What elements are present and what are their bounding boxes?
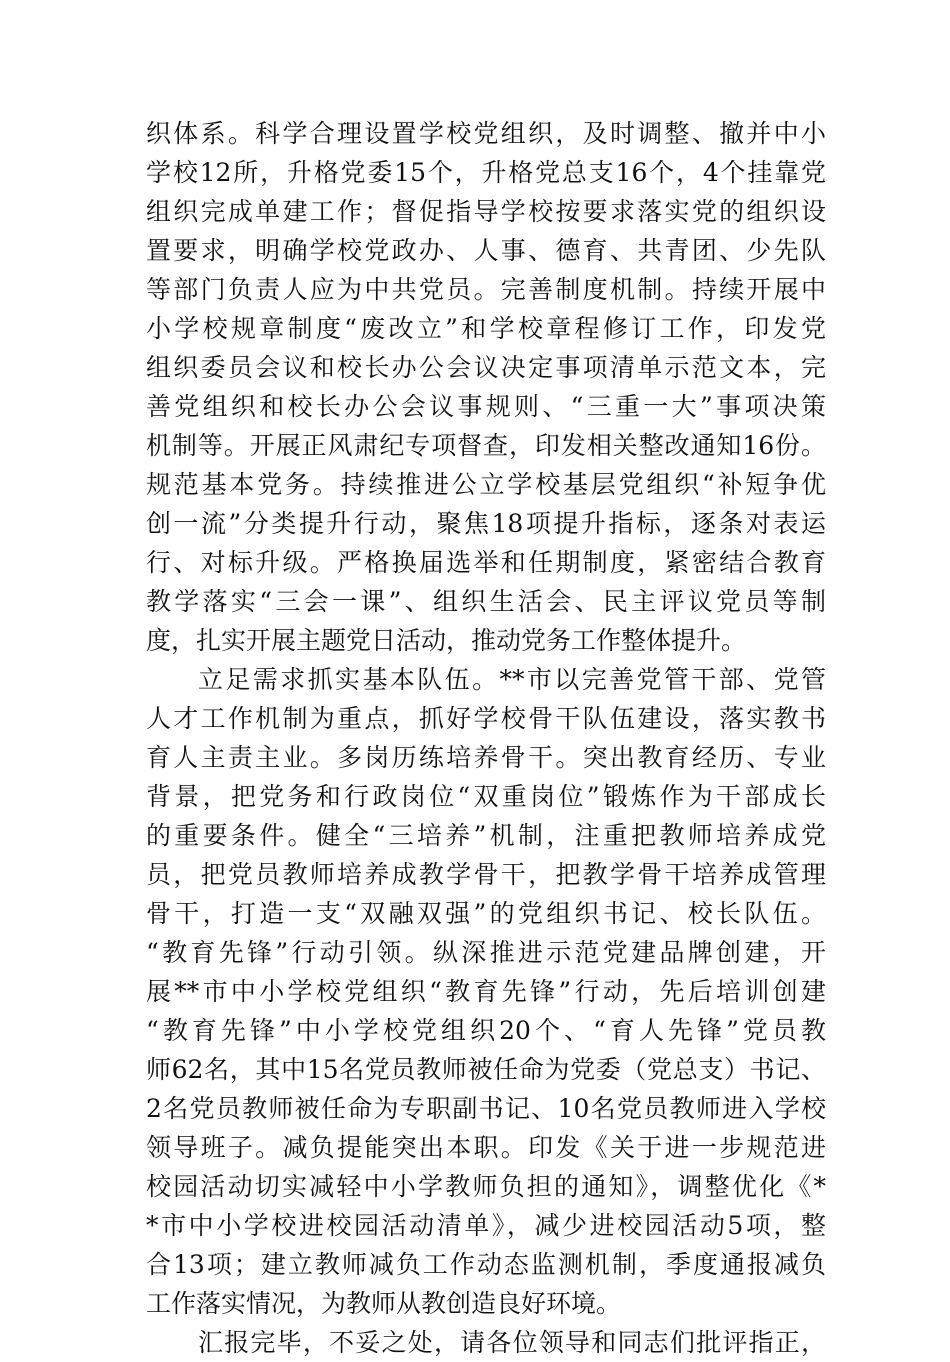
body-line-20: 员，把党员教师培养成教学骨干，把教学骨干培养成管理	[146, 860, 826, 889]
body-line-3: 组织完成单建工作；督促指导学校按要求落实党的组织设	[146, 197, 826, 226]
body-line-16: 人才工作机制为重点，抓好学校骨干队伍建设，落实教书	[146, 704, 826, 733]
body-line-15: 立足需求抓实基本队伍。**市以完善党管干部、党管	[198, 665, 826, 694]
body-line-12: 行、对标升级。严格换届选举和任期制度，紧密结合教育	[146, 548, 826, 577]
body-line-5: 等部门负责人应为中共党员。完善制度机制。持续开展中	[146, 275, 826, 304]
body-line-27: 领导班子。减负提能突出本职。印发《关于进一步规范进	[146, 1133, 826, 1162]
body-line-31: 工作落实情况，为教师从教创造良好环境。	[146, 1289, 622, 1318]
body-line-13: 教学落实“三会一课”、组织生活会、民主评议党员等制	[146, 587, 826, 616]
body-line-19: 的重要条件。健全“三培养”机制，注重把教师培养成党	[146, 821, 826, 850]
body-line-18: 背景，把党务和行政岗位“双重岗位”锻炼作为干部成长	[146, 782, 826, 811]
body-line-11: 创一流”分类提升行动，聚焦18项提升指标，逐条对表运	[146, 509, 826, 538]
body-line-26: 2名党员教师被任命为专职副书记、10名党员教师进入学校	[146, 1094, 826, 1123]
body-line-23: 展**市中小学校党组织“教育先锋”行动，先后培训创建	[146, 977, 826, 1006]
body-line-29: *市中小学校进校园活动清单》，减少进校园活动5项，整	[146, 1211, 826, 1240]
body-line-7: 组织委员会议和校长办公会议决定事项清单示范文本，完	[146, 353, 826, 382]
body-line-6: 小学校规章制度“废改立”和学校章程修订工作，印发党	[146, 314, 826, 343]
body-line-30: 合13项；建立教师减负工作动态监测机制，季度通报减负	[146, 1250, 826, 1279]
body-line-1: 织体系。科学合理设置学校党组织，及时调整、撤并中小	[146, 119, 826, 148]
body-line-28: 校园活动切实减轻中小学教师负担的通知》，调整优化《*	[146, 1172, 826, 1201]
body-line-25: 师62名，其中15名党员教师被任命为党委（党总支）书记、	[146, 1055, 826, 1084]
body-line-22: “教育先锋”行动引领。纵深推进示范党建品牌创建，开	[146, 938, 826, 967]
body-line-24: “教育先锋”中小学校党组织20个、“育人先锋”党员教	[146, 1016, 826, 1045]
body-line-8: 善党组织和校长办公会议事规则、“三重一大”事项决策	[146, 392, 826, 421]
body-line-9: 机制等。开展正风肃纪专项督查，印发相关整改通知16份。	[146, 431, 826, 460]
body-line-14: 度，扎实开展主题党日活动，推动党务工作整体提升。	[146, 626, 747, 655]
body-line-17: 育人主责主业。多岗历练培养骨干。突出教育经历、专业	[146, 743, 826, 772]
body-line-4: 置要求，明确学校党政办、人事、德育、共青团、少先队	[146, 236, 826, 265]
body-line-2: 学校12所，升格党委15个，升格党总支16个，4个挂靠党	[146, 158, 826, 187]
body-line-10: 规范基本党务。持续推进公立学校基层党组织“补短争优	[146, 470, 826, 499]
document-body	[146, 114, 826, 1362]
body-line-21: 骨干，打造一支“双融双强”的党组织书记、校长队伍。	[146, 899, 826, 928]
body-line-32: 汇报完毕，不妥之处，请各位领导和同志们批评指正，	[198, 1328, 826, 1357]
